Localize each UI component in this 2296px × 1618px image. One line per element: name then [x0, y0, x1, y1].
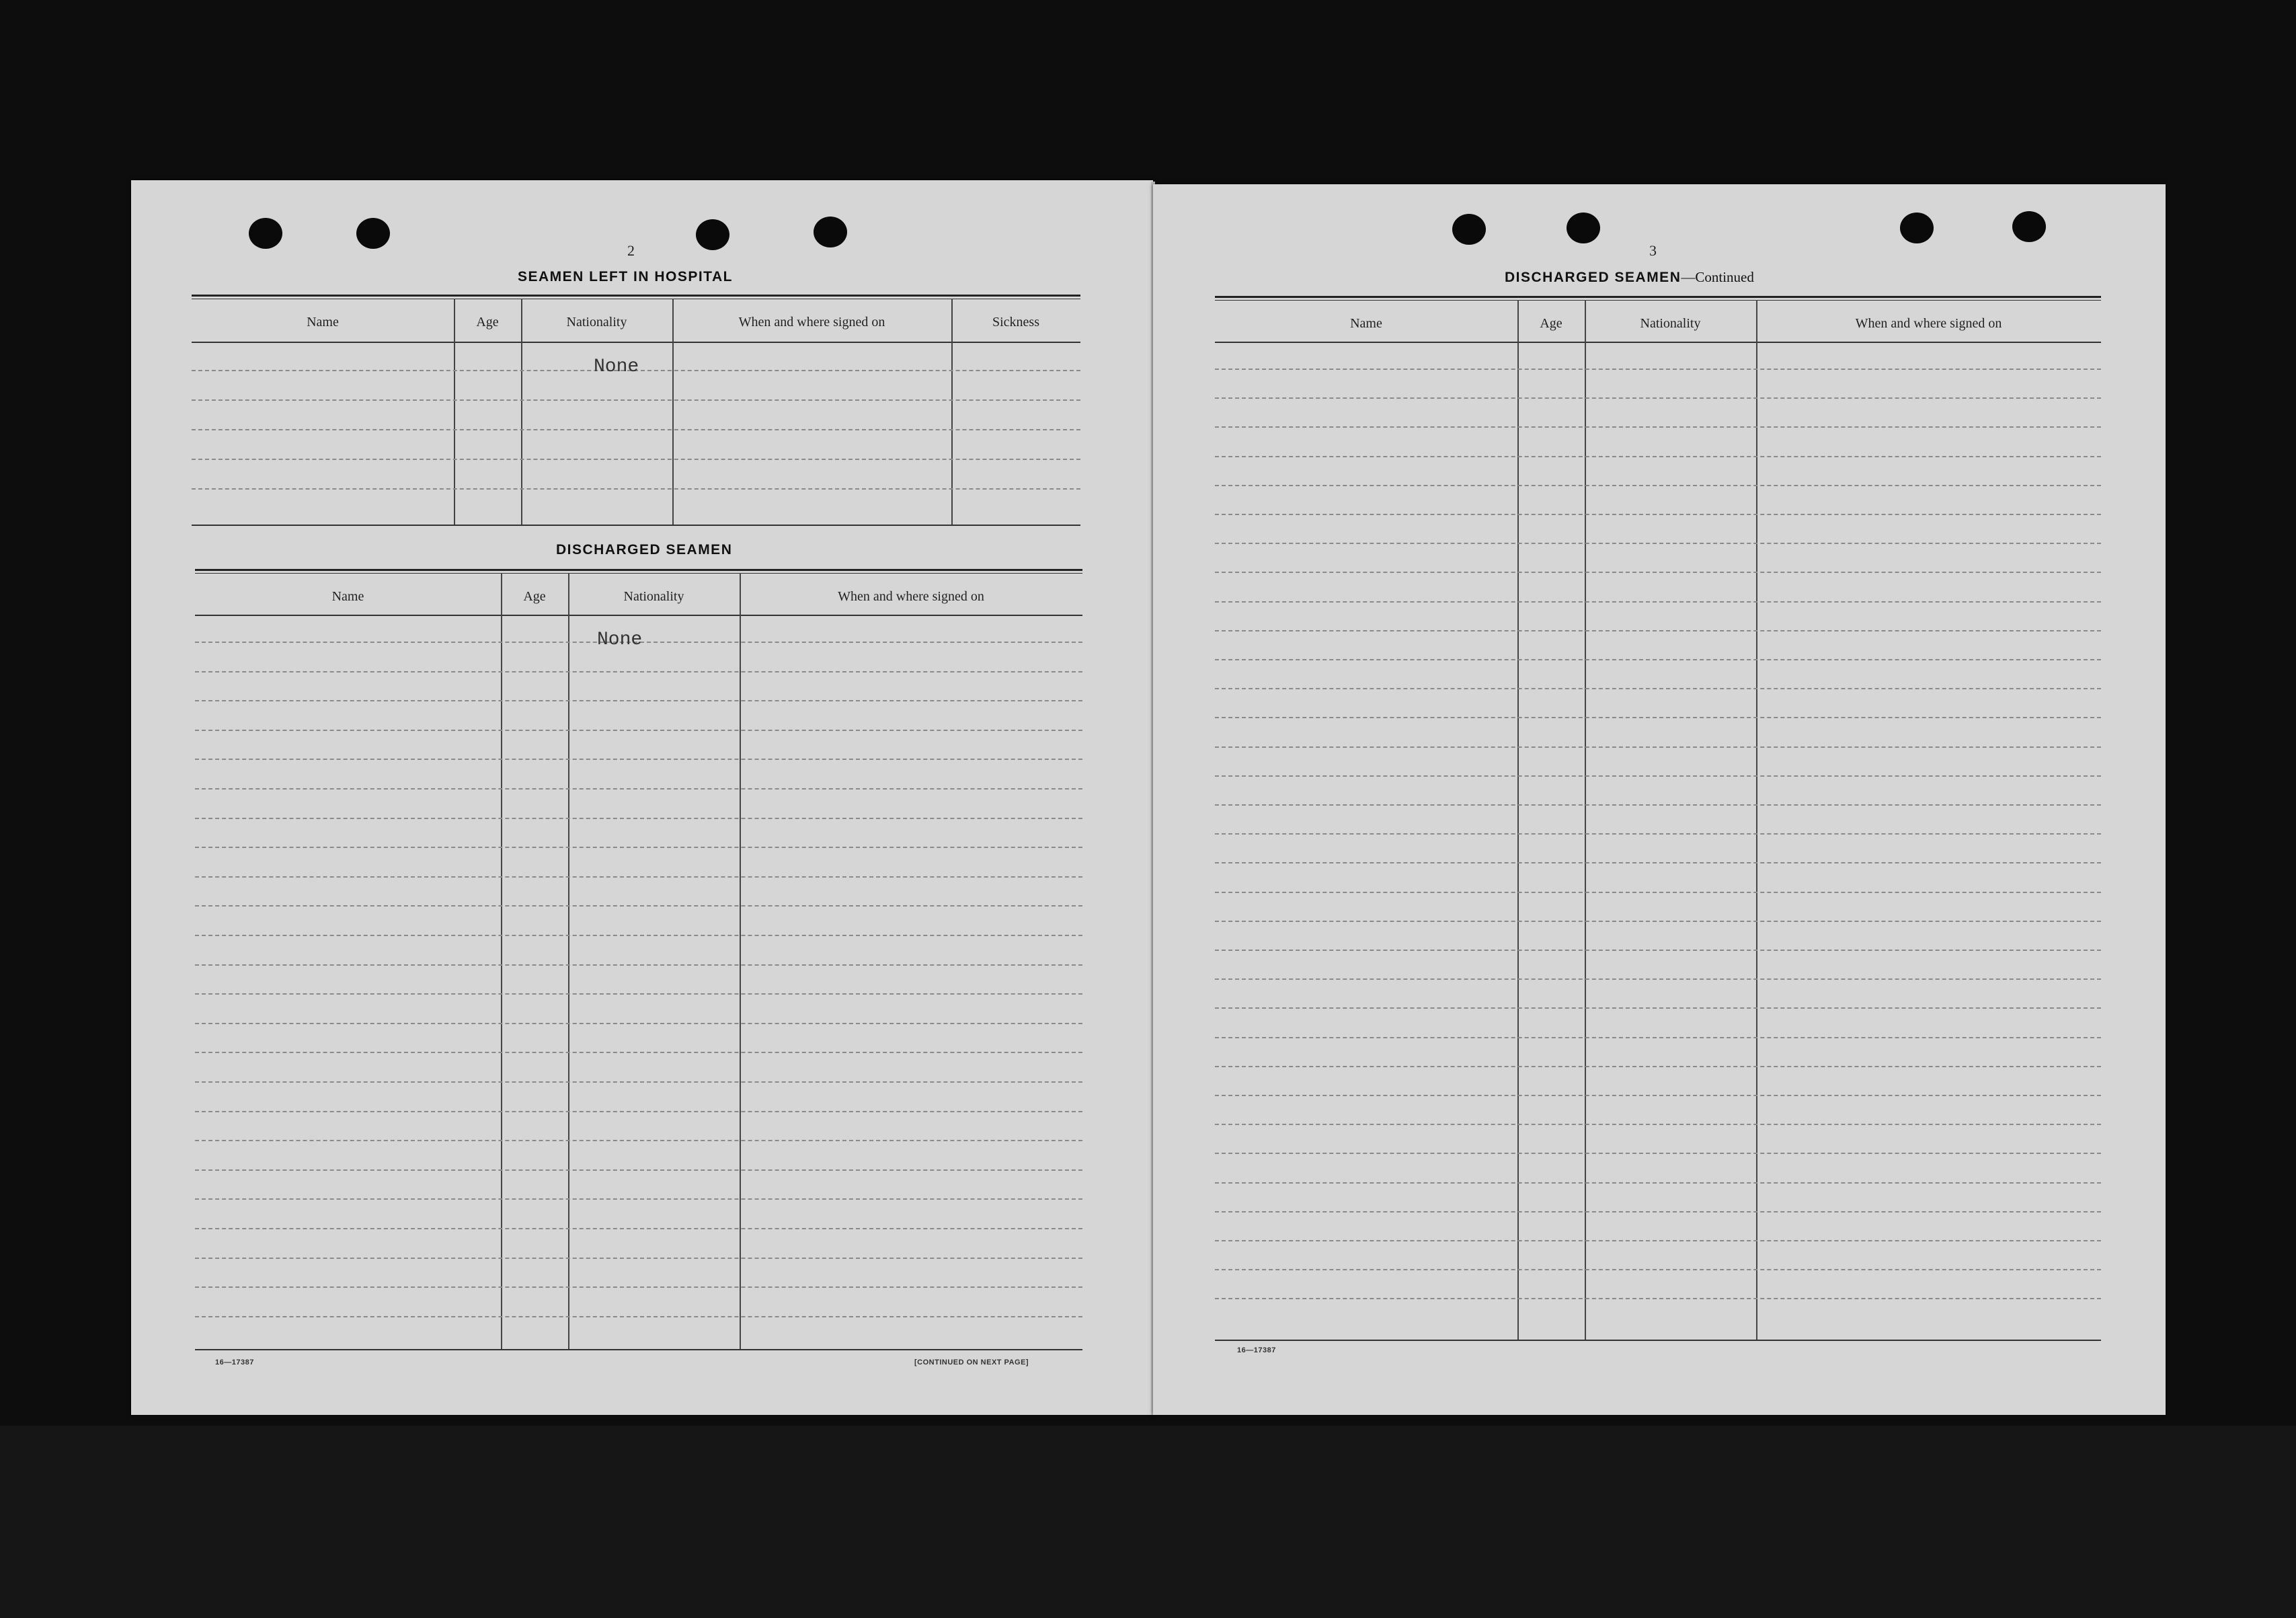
title-main: DISCHARGED SEAMEN [1505, 270, 1681, 285]
page-number: 2 [627, 242, 635, 259]
row-line [195, 788, 1082, 789]
row-line [1215, 369, 2101, 370]
section-title-discharged-continued [1505, 269, 1754, 286]
header-rule [1215, 342, 2101, 343]
row-line [192, 399, 1080, 401]
row-line [1215, 833, 2101, 835]
row-line [195, 1140, 1082, 1141]
typed-entry-none: None [597, 629, 643, 650]
row-line [1215, 485, 2101, 486]
row-line [195, 1286, 1082, 1288]
row-line [1215, 1269, 2101, 1270]
row-line [192, 488, 1080, 490]
row-line [195, 935, 1082, 936]
column-divider [740, 573, 741, 1350]
row-line [1215, 717, 2101, 718]
table-top-rule [1215, 296, 2101, 301]
row-line [1215, 688, 2101, 689]
header-rule [195, 615, 1082, 616]
row-line [1215, 950, 2101, 951]
column-header-name: Name [331, 589, 364, 604]
header-rule [192, 342, 1080, 343]
row-line [195, 730, 1082, 731]
row-line [195, 1169, 1082, 1171]
column-header-signed-on: When and where signed on [1855, 316, 2002, 331]
left-page [131, 180, 1153, 1415]
column-header-name: Name [307, 315, 339, 330]
row-line [1215, 978, 2101, 980]
row-line [195, 1198, 1082, 1200]
page-number: 3 [1649, 242, 1657, 259]
row-line [1215, 543, 2101, 544]
row-line [1215, 630, 2101, 631]
form-code: 16—17387 [215, 1358, 254, 1366]
table-bottom-rule [195, 1349, 1082, 1350]
row-line [195, 818, 1082, 819]
column-header-age: Age [523, 589, 546, 604]
row-line [195, 1258, 1082, 1259]
row-line [1215, 1182, 2101, 1184]
scanner-backdrop [0, 1426, 2296, 1618]
discharged-continued-table [1215, 296, 2101, 1399]
row-line [1215, 1240, 2101, 1241]
column-divider [672, 299, 674, 526]
row-line [195, 1228, 1082, 1229]
row-line [1215, 572, 2101, 573]
punch-hole [249, 218, 282, 249]
row-line [1215, 1124, 2101, 1125]
column-divider [521, 299, 522, 526]
section-title-hospital: SEAMEN LEFT IN HOSPITAL [518, 269, 733, 284]
row-line [1215, 746, 2101, 748]
section-title-discharged: DISCHARGED SEAMEN [556, 542, 733, 557]
punch-hole [696, 219, 729, 250]
row-line [195, 993, 1082, 995]
row-line [192, 459, 1080, 460]
row-line [1215, 1037, 2101, 1038]
row-line [1215, 1007, 2101, 1009]
row-line [195, 964, 1082, 966]
row-line [1215, 775, 2101, 777]
column-header-name: Name [1350, 316, 1382, 331]
right-page [1153, 184, 2166, 1415]
row-line [192, 429, 1080, 430]
row-line [1215, 1153, 2101, 1154]
row-line [1215, 456, 2101, 457]
row-line [1215, 862, 2101, 863]
punch-hole [356, 218, 390, 249]
column-header-signed-on: When and where signed on [838, 589, 984, 604]
continued-note: [CONTINUED ON NEXT PAGE] [914, 1358, 1029, 1366]
row-line [1215, 601, 2101, 603]
table-top-rule [195, 569, 1082, 574]
row-line [1215, 397, 2101, 399]
row-line [1215, 804, 2101, 806]
punch-hole [814, 217, 847, 247]
column-divider [568, 573, 569, 1350]
row-line [1215, 921, 2101, 922]
row-line [1215, 1211, 2101, 1212]
punch-hole [2012, 211, 2046, 242]
column-header-signed-on: When and where signed on [738, 315, 885, 330]
row-line [195, 1111, 1082, 1112]
column-divider [501, 573, 502, 1350]
row-line [195, 700, 1082, 701]
row-line [1215, 1066, 2101, 1067]
punch-hole [1567, 213, 1600, 243]
column-header-nationality: Nationality [623, 589, 684, 604]
row-line [195, 1081, 1082, 1083]
row-line [195, 759, 1082, 760]
punch-hole [1452, 214, 1486, 245]
column-header-nationality: Nationality [566, 315, 627, 330]
discharged-table [195, 569, 1082, 1403]
row-line [195, 847, 1082, 848]
column-divider [454, 299, 455, 526]
row-line [195, 876, 1082, 878]
column-divider [951, 299, 953, 526]
title-suffix: —Continued [1681, 269, 1754, 285]
row-line [1215, 892, 2101, 893]
row-line [195, 1316, 1082, 1317]
row-line [1215, 514, 2101, 515]
row-line [1215, 1095, 2101, 1096]
typed-entry-none: None [594, 356, 639, 377]
column-header-sickness: Sickness [992, 315, 1039, 330]
row-line [195, 905, 1082, 907]
row-line [1215, 426, 2101, 428]
form-code: 16—17387 [1237, 1346, 1276, 1354]
row-line [195, 1023, 1082, 1024]
table-bottom-rule [1215, 1340, 2101, 1341]
column-header-nationality: Nationality [1640, 316, 1701, 331]
row-line [195, 671, 1082, 672]
row-line [1215, 659, 2101, 660]
table-top-rule [192, 295, 1080, 299]
punch-hole [1900, 213, 1934, 243]
row-line [1215, 1298, 2101, 1299]
column-header-age: Age [476, 315, 499, 330]
column-header-age: Age [1540, 316, 1562, 331]
table-bottom-rule [192, 525, 1080, 526]
row-line [195, 1052, 1082, 1053]
